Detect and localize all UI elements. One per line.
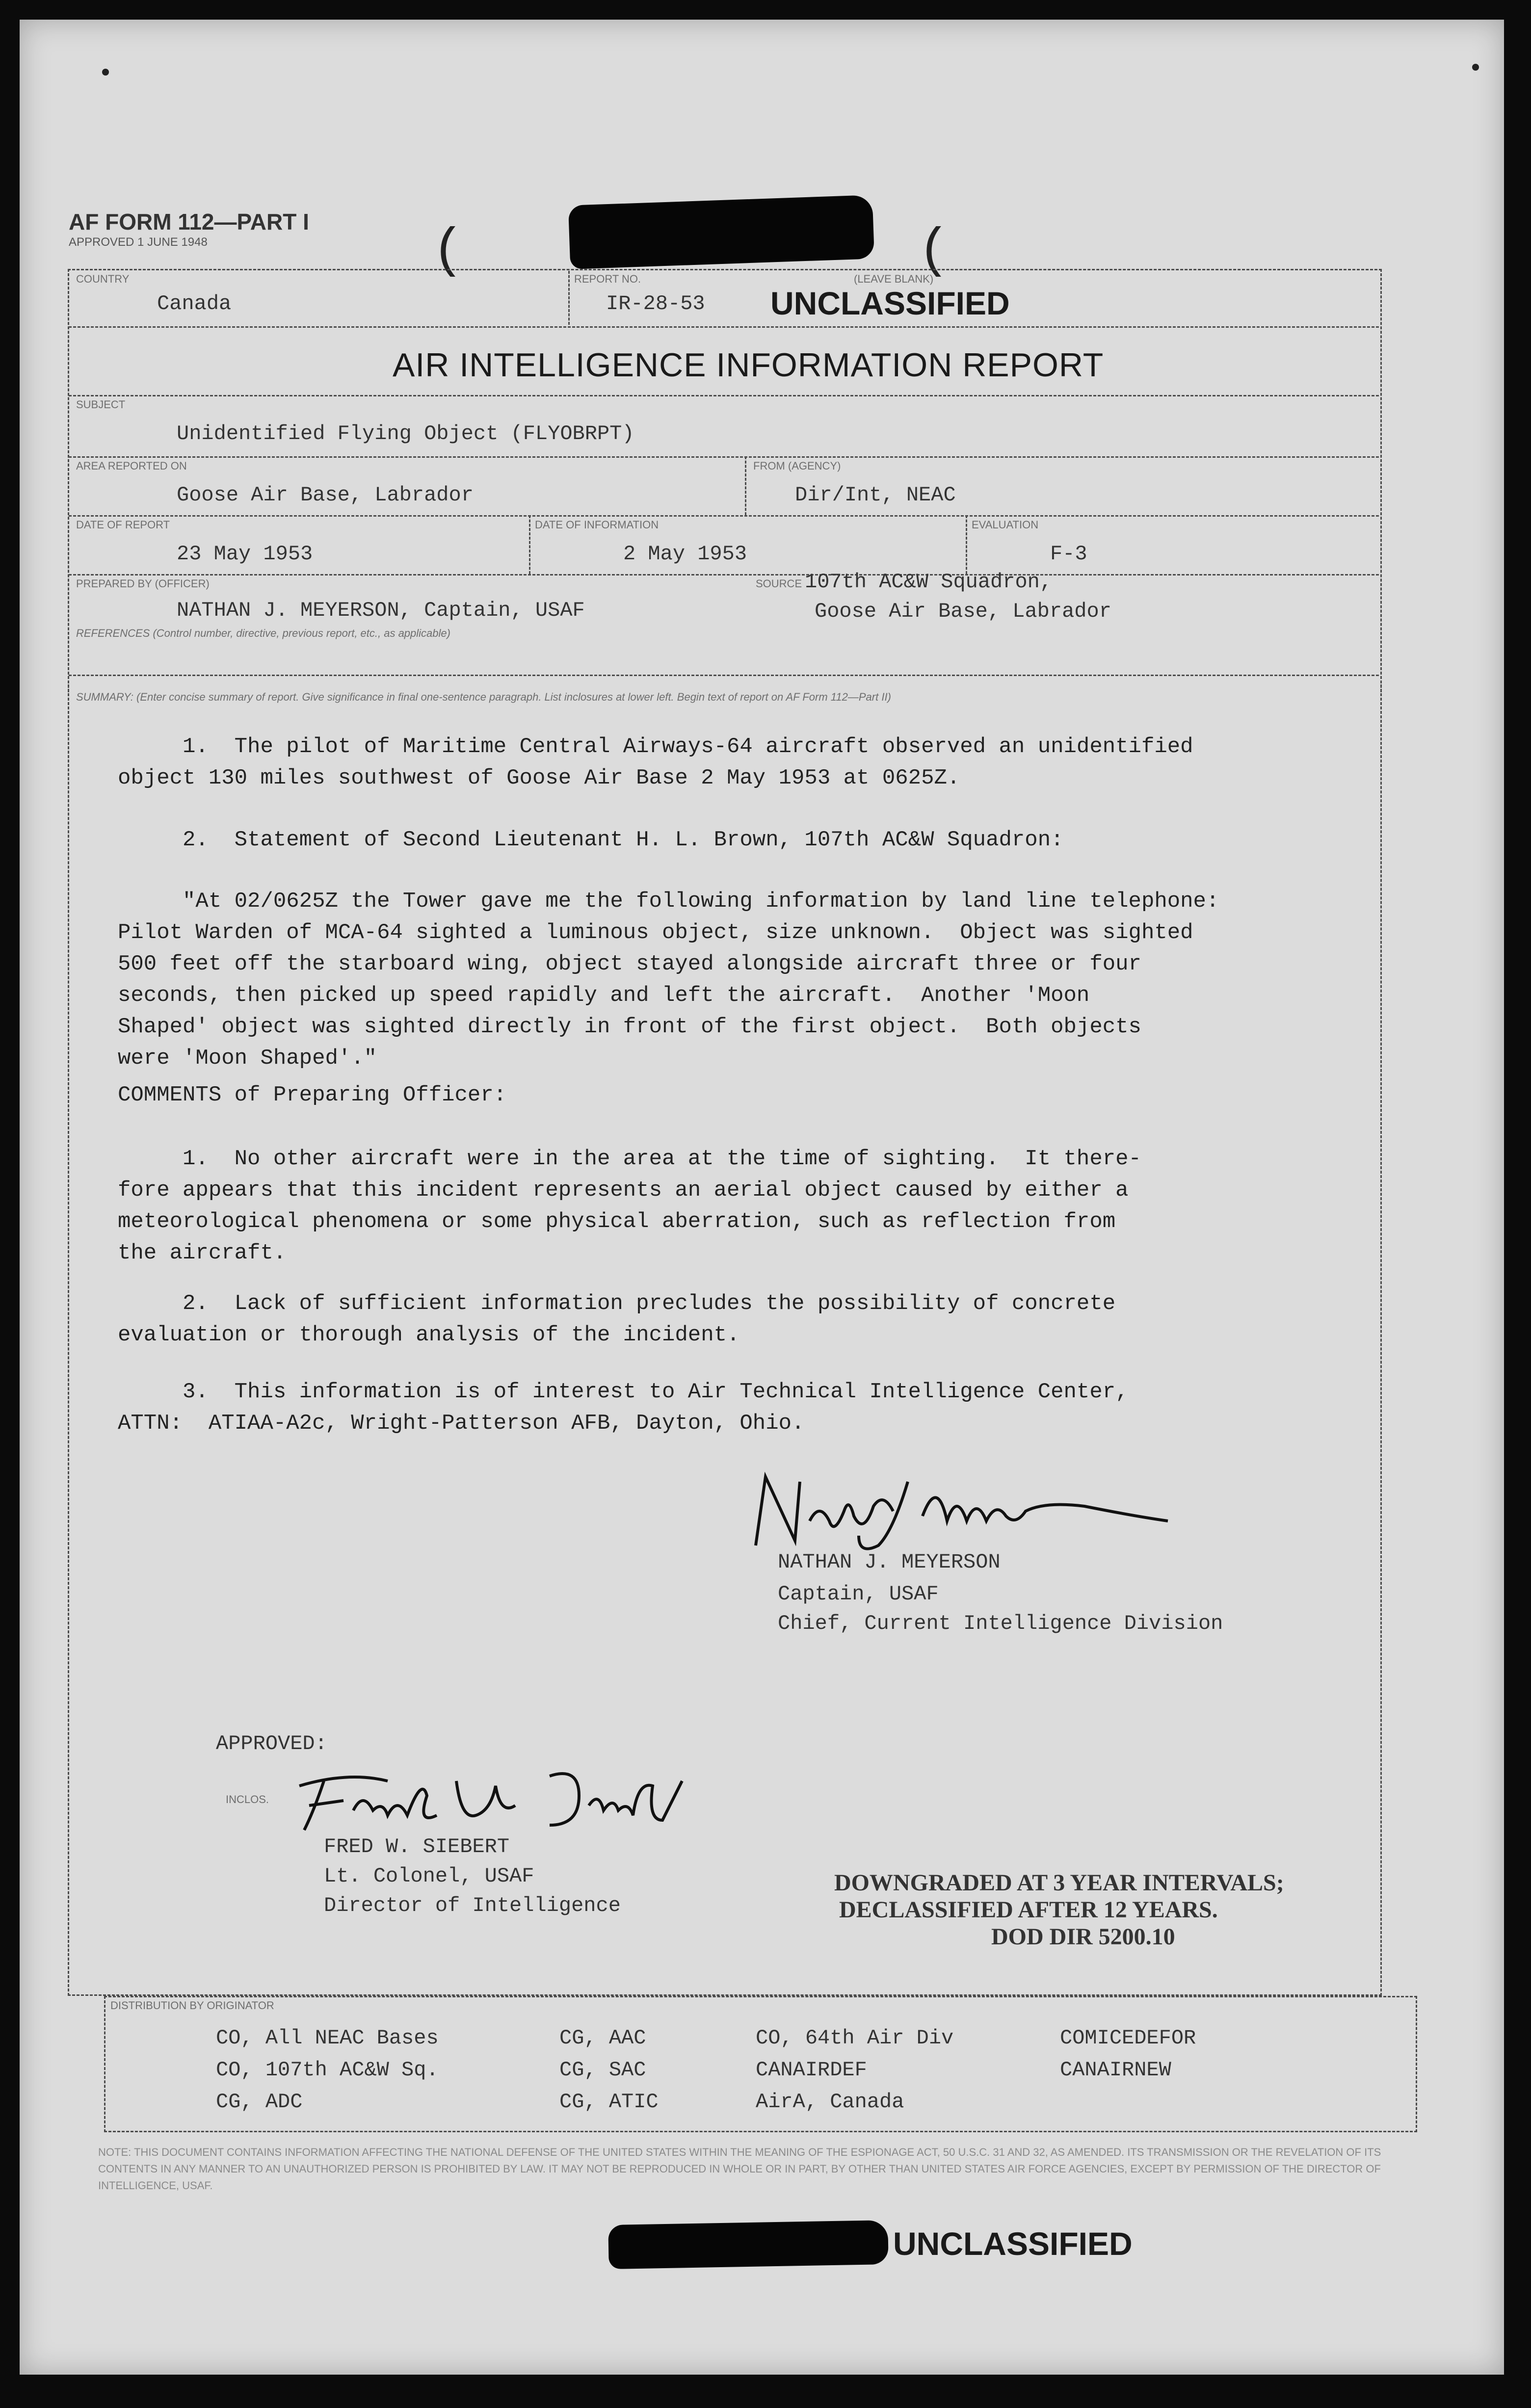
country-value: Canada	[157, 292, 232, 315]
divider	[69, 456, 1379, 458]
left-paren: (	[432, 221, 465, 282]
classification-bottom: UNCLASSIFIED	[893, 2225, 1133, 2262]
punch-mark	[102, 69, 109, 76]
preparing-officer-signature	[746, 1462, 1217, 1562]
approver-signature	[294, 1766, 726, 1837]
label-report-no: REPORT NO.	[574, 273, 641, 285]
top-redaction	[568, 195, 874, 269]
label-area: AREA REPORTED ON	[76, 460, 187, 472]
label-distribution: DISTRIBUTION BY ORIGINATOR	[110, 1999, 274, 2012]
distribution-col2-row2: CG, SAC	[559, 2058, 646, 2082]
subject-value: Unidentified Flying Object (FLYOBRPT)	[177, 422, 634, 445]
label-evaluation: EVALUATION	[972, 519, 1039, 531]
distribution-col1-row3: CG, ADC	[216, 2090, 303, 2114]
bottom-redaction	[608, 2220, 888, 2269]
approver-title: Director of Intelligence	[324, 1894, 621, 1917]
distribution-col4-row1: COMICEDEFOR	[1060, 2026, 1196, 2050]
signer-name: NATHAN J. MEYERSON	[778, 1550, 1001, 1574]
label-country: COUNTRY	[76, 273, 130, 285]
date-of-report-value: 23 May 1953	[177, 542, 313, 566]
distribution-col3-row3: AirA, Canada	[756, 2090, 904, 2114]
signer-rank: Captain, USAF	[778, 1582, 939, 1606]
distribution-col2-row3: CG, ATIC	[559, 2090, 659, 2114]
document-page	[20, 20, 1504, 2375]
downgrade-stamp-line3: DOD DIR 5200.10	[991, 1924, 1175, 1950]
label-subject: SUBJECT	[76, 398, 126, 411]
distribution-col3-row2: CANAIRDEF	[756, 2058, 867, 2082]
area-value: Goose Air Base, Labrador	[177, 483, 474, 507]
label-inclos: INCLOS.	[226, 1793, 269, 1806]
approver-rank: Lt. Colonel, USAF	[324, 1864, 534, 1888]
divider	[568, 271, 570, 325]
source-value-line1: 107th AC&W Squadron,	[805, 570, 1053, 594]
label-source: SOURCE	[756, 577, 802, 590]
signature-scribble	[746, 1462, 1217, 1560]
distribution-col2-row1: CG, AAC	[559, 2026, 646, 2050]
downgrade-stamp-line2: DECLASSIFIED AFTER 12 YEARS.	[839, 1897, 1218, 1923]
comment-1: 1. No other aircraft were in the area at the time of sighting. It there- fore appears that this incident represents an aerial object caused by either a meteorological phenomena or some physical aberration, such as reflection from the aircraft.	[118, 1147, 1141, 1265]
paragraph-2: 2. Statement of Second Lieutenant H. L. Brown, 107th AC&W Squadron:	[118, 828, 1064, 852]
divider	[69, 574, 1379, 576]
label-prepared-by: PREPARED BY (OFFICER)	[76, 577, 210, 590]
classification-top: UNCLASSIFIED	[770, 285, 1010, 321]
comment-3: 3. This information is of interest to Air Technical Intelligence Center, ATTN: ATIAA-A2c, Wright-Patterson AFB, Dayton, Ohio.	[118, 1380, 1129, 1436]
distribution-col3-row1: CO, 64th Air Div	[756, 2026, 954, 2050]
comments-heading: COMMENTS of Preparing Officer:	[118, 1083, 507, 1107]
right-paren: (	[918, 221, 950, 282]
comment-2: 2. Lack of sufficient information precludes the possibility of concrete evaluation or thorough analysis of the incident.	[118, 1291, 1116, 1347]
distribution-col1-row1: CO, All NEAC Bases	[216, 2026, 439, 2050]
paragraph-1: 1. The pilot of Maritime Central Airways-64 aircraft observed an unidentified object 130 miles southwest of Goose Air Base 2 May 1953 at 0625Z.	[118, 734, 1193, 790]
report-title: AIR INTELLIGENCE INFORMATION REPORT	[393, 346, 1104, 384]
label-leave-blank: (LEAVE BLANK)	[854, 273, 934, 285]
evaluation-value: F-3	[1050, 542, 1087, 566]
label-from: FROM (AGENCY)	[753, 460, 841, 472]
prepared-by-value: NATHAN J. MEYERSON, Captain, USAF	[177, 599, 585, 622]
divider	[69, 515, 1379, 517]
label-date-of-report: DATE OF REPORT	[76, 519, 170, 531]
signature-scribble	[294, 1766, 726, 1835]
date-of-information-value: 2 May 1953	[623, 542, 747, 566]
report-no-value: IR-28-53	[606, 292, 705, 315]
divider	[745, 456, 746, 515]
downgrade-stamp-line1: DOWNGRADED AT 3 YEAR INTERVALS;	[834, 1870, 1284, 1896]
approved-label: APPROVED:	[216, 1732, 327, 1755]
distribution-col1-row2: CO, 107th AC&W Sq.	[216, 2058, 439, 2082]
label-references: REFERENCES (Control number, directive, previous report, etc., as applicable)	[76, 627, 450, 639]
divider	[69, 675, 1379, 676]
label-date-of-information: DATE OF INFORMATION	[535, 519, 659, 531]
label-summary: SUMMARY: (Enter concise summary of report. Give significance in final one-sentence paragraph. List inclosures at lower left. Begin text of report on AF Form 112—Part II)	[76, 691, 891, 703]
from-value: Dir/Int, NEAC	[795, 483, 956, 507]
distribution-col4-row2: CANAIRNEW	[1060, 2058, 1171, 2082]
divider	[69, 326, 1379, 328]
footer-security-note: NOTE: THIS DOCUMENT CONTAINS INFORMATION AFFECTING THE NATIONAL DEFENSE OF THE UNITED STATES WITHIN THE MEANING OF THE ESPIONAGE ACT, 50 U.S.C. 31 AND 32, AS AMENDED. ITS TRANSMISSION OR THE REVELATION OF ITS CONTENTS IN ANY MANNER TO AN UNAUTHORIZED PERSON IS PROHIBITED BY LAW. IT MAY NOT BE REPRODUCED IN WHOLE OR IN PART, BY OTHER THAN UNITED STATES AIR FORCE AGENCIES, EXCEPT BY PERMISSION OF THE DIRECTOR OF INTELLIGENCE, USAF.	[98, 2146, 1381, 2192]
source-value-line2: Goose Air Base, Labrador	[815, 600, 1111, 623]
approver-name: FRED W. SIEBERT	[324, 1835, 510, 1858]
form-approved-date: APPROVED 1 JUNE 1948	[69, 236, 208, 249]
divider	[69, 395, 1379, 396]
form-id: AF FORM 112—PART I	[69, 209, 309, 235]
divider	[966, 515, 967, 574]
punch-mark	[1472, 64, 1479, 71]
divider	[529, 515, 530, 574]
quoted-statement: "At 02/0625Z the Tower gave me the following information by land line telephone: Pilot Warden of MCA-64 sighted a luminous object, size unknown. Object was sighted 500 feet off the starboard wing, object stayed alongside aircraft three or four seconds, then picked up speed rapidly and left the aircraft. Another 'Moon Shaped' object was sighted directly in front of the first object. Both objects were 'Moon Shaped'."	[118, 889, 1219, 1071]
signer-title: Chief, Current Intelligence Division	[778, 1612, 1223, 1635]
